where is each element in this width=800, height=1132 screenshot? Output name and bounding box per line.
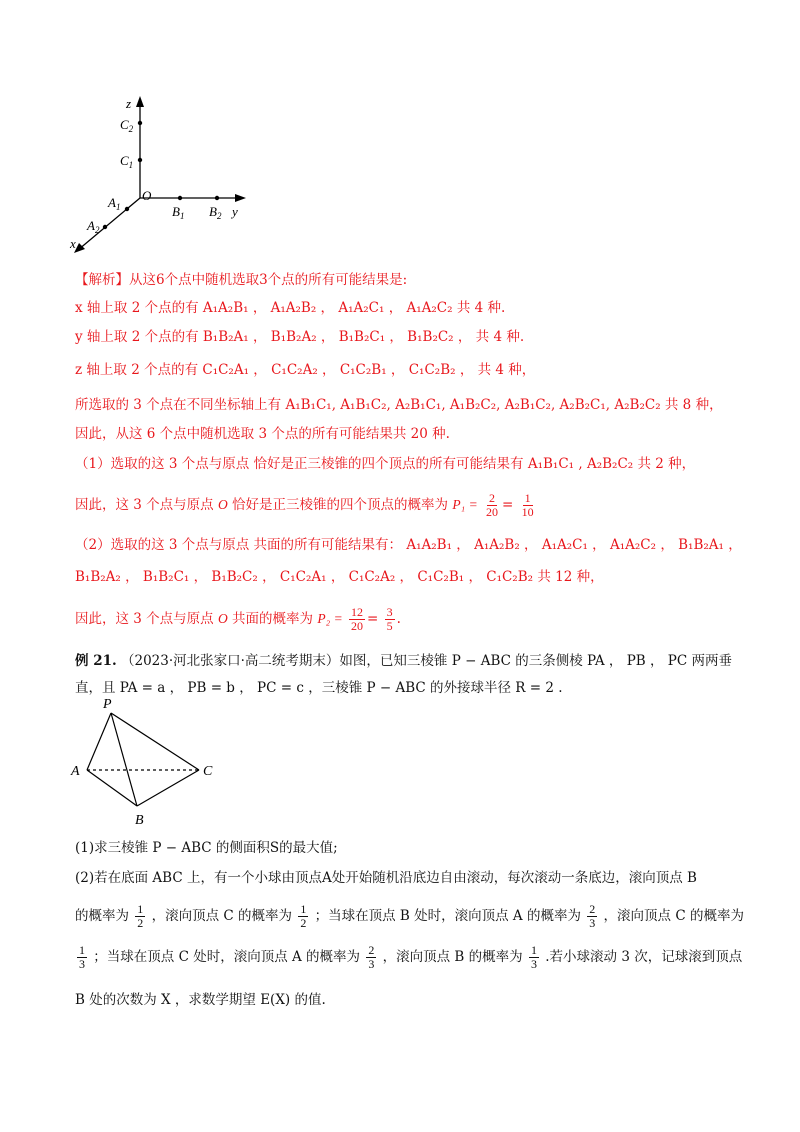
A1-label: $A_1$ xyxy=(108,195,121,212)
solution-part2-cases-cont: B₁B₂A₂ ， B₁B₂C₁ ， B₁B₂C₂ ， C₁C₂A₁ ， C₁C₂A₂ ， C₁C₂B₁ ， C₁C₂B₂ 共 12 种， xyxy=(75,569,604,585)
fraction: $\frac{1}{3}$ xyxy=(79,943,85,971)
solution-part1-cases: （1）选取的这 3 个点与原点 恰好是正三棱锥的四个顶点的所有可能结果有 A₁B₁C₁ , A₂B₂C₂ 共 2 种， xyxy=(75,456,696,472)
question-2-cont-3: B 处的次数为 X ，求数学期望 E(X) 的值. xyxy=(75,992,326,1008)
question-2-cont-2: $\frac{1}{3}$ ；当球在顶点 C 处时，滚向顶点 A 的概率为 $\frac{2}{3}$ ，滚向顶点 B 的概率为 $\frac{1}{3}$ .若小球滚动 3 次，记球滚到顶点 xyxy=(79,943,743,971)
fraction: $\frac{2}{3}$ xyxy=(368,943,375,971)
example-label: 例 21. xyxy=(75,653,117,669)
point-C1 xyxy=(138,158,142,162)
origin-label: O xyxy=(142,188,152,203)
solution-intro: 【解析】从这6个点中随机选取3个点的所有可能结果是: xyxy=(75,272,408,288)
vertex-C: C xyxy=(203,764,213,779)
vertex-P: P xyxy=(103,697,112,712)
tetrahedron-figure xyxy=(65,696,225,836)
B2-label: $B_2$ xyxy=(209,204,222,221)
fraction: $\frac{3}{5}$ xyxy=(386,605,393,633)
question-1: (1)求三棱锥 P − ABC 的侧面积S的最大值; xyxy=(75,840,338,856)
point-A2 xyxy=(103,225,107,229)
coordinate-axes-figure xyxy=(60,95,260,255)
point-B1 xyxy=(178,196,182,200)
B1-label: $B_1$ xyxy=(172,204,185,221)
point-B2 xyxy=(215,196,219,200)
solution-part2-probability: 因此，这 3 个点与原点 O 共面的概率为 P₂ = $\frac{12}{20}$ = $\frac{3}{5}$ . xyxy=(75,605,401,633)
vertex-A: A xyxy=(71,764,80,779)
origin-symbol: O xyxy=(217,611,228,626)
z-arrow xyxy=(136,96,144,107)
example-21-statement-cont: 直，且 PA = a ， PB = b ， PC = c ，三棱锥 P − ABC 的外接球半径 R = 2 . xyxy=(75,680,563,696)
fraction: $\frac{1}{2}$ xyxy=(300,902,307,930)
solution-x-axis-cases: x 轴上取 2 个点的有 A₁A₂B₁ ， A₁A₂B₂ ， A₁A₂C₁ ， A₁A₂C₂ 共 4 种. xyxy=(75,300,506,316)
vertex-B: B xyxy=(135,813,144,828)
A2-label: $A_2$ xyxy=(87,218,100,235)
fraction: $\frac{1}{10}$ xyxy=(521,491,534,519)
question-2-cont-1: 的概率为 $\frac{1}{2}$ ，滚向顶点 C 的概率为 $\frac{1}{2}$ ；当球在顶点 B 处时，滚向顶点 A 的概率为 $\frac{2}{3}$ ，滚向顶点 C 的概率为 xyxy=(75,902,744,930)
fraction: $\frac{12}{20}$ xyxy=(351,605,364,633)
y-arrow xyxy=(235,194,246,202)
fraction: $\frac{1}{3}$ xyxy=(530,943,537,971)
fraction: $\frac{2}{20}$ xyxy=(486,491,499,519)
solution-part2-cases: （2）选取的这 3 个点与原点 共面的所有可能结果有： A₁A₂B₁ ， A₁A₂B₂ ， A₁A₂C₁ ， A₁A₂C₂ ， B₁B₂A₁ ， xyxy=(75,537,742,553)
C2-label: $C_2$ xyxy=(120,117,134,134)
fraction: $\frac{1}{2}$ xyxy=(137,902,144,930)
origin-symbol: O xyxy=(217,497,228,512)
y-label: y xyxy=(232,204,238,219)
fraction: $\frac{2}{3}$ xyxy=(589,902,596,930)
z-label: z xyxy=(126,96,132,111)
C1-label: $C_1$ xyxy=(120,153,134,170)
question-2: (2)若在底面 ABC 上，有一个小球由顶点A处开始随机沿底边自由滚动，每次滚动一条底边，滚向顶点 B xyxy=(75,870,697,886)
solution-part1-probability: 因此，这 3 个点与原点 O 恰好是正三棱锥的四个顶点的概率为 P₁ = $\frac{2}{20}$ = $\frac{1}{10}$ xyxy=(75,491,534,519)
point-C2 xyxy=(138,121,142,125)
solution-different-axes-cases: 所选取的 3 个点在不同坐标轴上有 A₁B₁C₁, A₁B₁C₂, A₂B₁C₁, A₁B₂C₂, A₂B₁C₂, A₂B₂C₁, A₂B₂C₂ 共 8 种， xyxy=(75,397,723,413)
point-A1 xyxy=(125,207,129,211)
solution-y-axis-cases: y 轴上取 2 个点的有 B₁B₂A₁ ， B₁B₂A₂ ， B₁B₂C₁ ， B₁B₂C₂ ， 共 4 种. xyxy=(75,329,525,345)
example-21-statement: 例 21. （2023·河北张家口·高二统考期末）如图，已知三棱锥 P − ABC 的三条侧棱 PA ， PB ， PC 两两垂 xyxy=(75,653,732,669)
solution-z-axis-cases: z 轴上取 2 个点的有 C₁C₂A₁ ， C₁C₂A₂ ， C₁C₂B₁ ， C₁C₂B₂ ， 共 4 种， xyxy=(75,362,536,378)
x-label: x xyxy=(70,236,76,251)
solution-total: 因此，从这 6 个点中随机选取 3 个点的所有可能结果共 20 种. xyxy=(75,426,450,442)
